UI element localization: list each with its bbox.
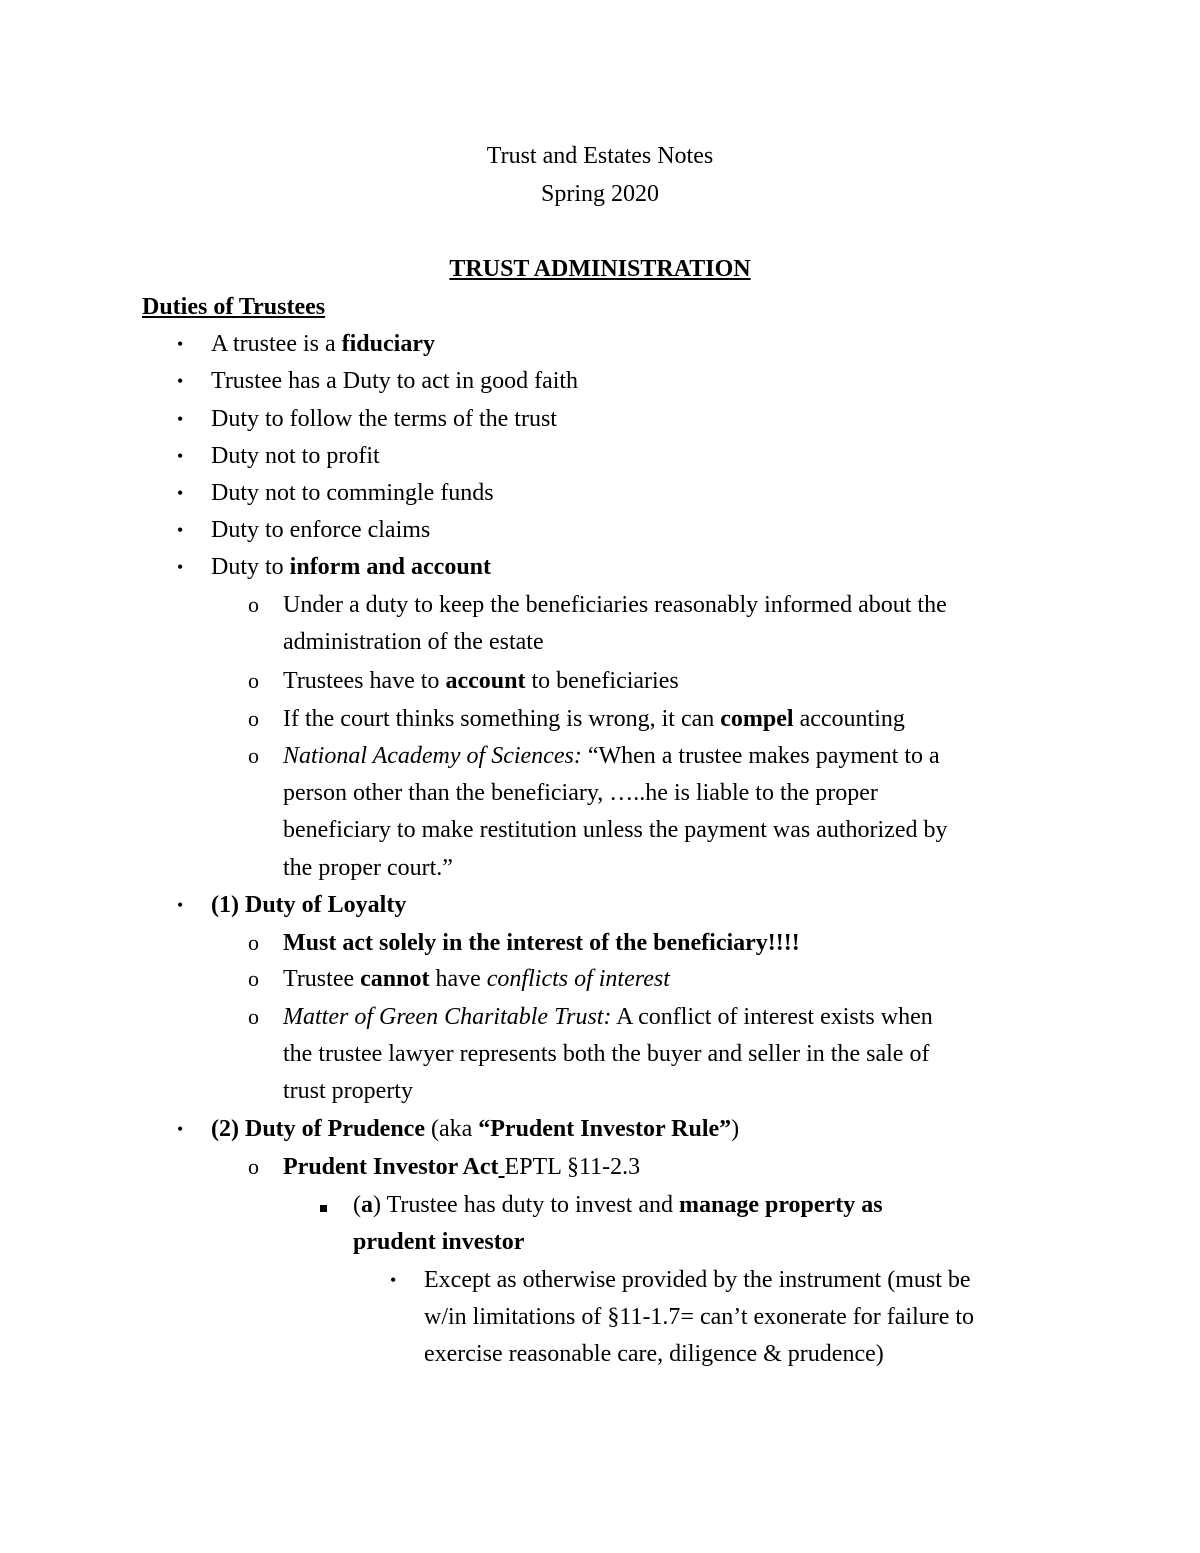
circle-bullet-icon: o (248, 592, 259, 617)
item-italic: conflicts of interest (486, 966, 670, 992)
level4-item-except-cont: exercise reasonable care, diligence & prudence) (424, 1341, 884, 1367)
bullet-icon: • (177, 1119, 184, 1139)
sub-item-nas-cont: beneficiary to make restitution unless the payment was authorized by (283, 817, 948, 843)
item-text: ) (731, 1116, 740, 1142)
level4-item-except-cont: w/in limitations of §11-1.7= can’t exonerate for failure to (424, 1304, 975, 1330)
section-heading: TRUST ADMINISTRATION (449, 256, 751, 282)
circle-bullet-icon: o (248, 966, 259, 991)
bullet-icon: • (177, 520, 184, 540)
item-text: ) (373, 1192, 381, 1218)
item-text: Duty to (211, 554, 290, 580)
list-item-inform (211, 552, 491, 582)
item-text: have (429, 966, 487, 992)
sub-sub-item-a (353, 1190, 883, 1220)
list-item-follow-terms: Duty to follow the terms of the trust (211, 406, 557, 432)
bullet-icon: • (177, 371, 184, 391)
item-bold: Prudent Investor Act (283, 1154, 499, 1180)
item-bold: account (445, 668, 526, 694)
item-text: Trustee has duty to invest and (381, 1192, 679, 1218)
sub-item-informed: Under a duty to keep the beneficiaries reasonably informed about the (283, 592, 947, 618)
case-name: National Academy of Sciences: (283, 743, 582, 769)
duties-heading: Duties of Trustees (142, 294, 326, 320)
circle-bullet-icon: o (248, 743, 259, 768)
list-item-prudence (211, 1114, 739, 1144)
circle-bullet-icon: o (248, 668, 259, 693)
item-text: Trustee (283, 966, 361, 992)
sub-item-nas (283, 741, 940, 771)
item-text: (aka (424, 1116, 479, 1142)
bullet-icon: • (177, 557, 184, 577)
item-bold: “Prudent Investor Rule” (478, 1116, 732, 1142)
sub-item-conflicts (283, 964, 670, 994)
item-bold: manage property as (679, 1192, 883, 1218)
circle-bullet-icon: o (248, 706, 259, 731)
bullet-icon: • (177, 409, 184, 429)
circle-bullet-icon: o (248, 930, 259, 955)
sub-item-prudent-act (283, 1152, 640, 1182)
sub-sub-item-a-cont: prudent investor (353, 1229, 525, 1255)
item-bold: ( (211, 1116, 219, 1142)
item-text: If the court thinks something is wrong, it can (283, 706, 721, 732)
sub-item-nas-cont: the proper court.” (283, 855, 453, 881)
list-item-not-commingle: Duty not to commingle funds (211, 480, 494, 506)
bullet-icon: • (177, 334, 184, 354)
statute-cite: EPTL §11-2.3 (504, 1154, 641, 1180)
item-bold: ) Duty of Prudence (231, 1116, 425, 1142)
sub-item-compel (283, 704, 905, 734)
item-bold: compel (720, 706, 794, 732)
sub-item-solely: Must act solely in the interest of the beneficiary!!!! (283, 930, 800, 956)
sub-item-informed-cont: administration of the estate (283, 629, 544, 655)
level4-item-except: Except as otherwise provided by the instrument (must be (424, 1267, 971, 1293)
circle-bullet-icon: o (248, 1004, 259, 1029)
item-text: A trustee is a (211, 331, 342, 357)
list-item-fiduciary (211, 329, 435, 359)
item-text: ( (353, 1192, 361, 1218)
case-name: Matter of Green Charitable Trust: (283, 1004, 612, 1030)
list-item-enforce-claims: Duty to enforce claims (211, 517, 431, 543)
item-text: Trustees have to (283, 668, 446, 694)
sub-item-green (283, 1002, 933, 1032)
bullet-icon: • (177, 895, 184, 915)
sub-item-account (283, 666, 679, 696)
bullet-icon: • (177, 483, 184, 503)
list-item-loyalty: (1) Duty of Loyalty (211, 892, 407, 918)
document-term: Spring 2020 (540, 181, 659, 207)
item-text: to beneficiaries (525, 668, 679, 694)
item-bold: a (361, 1192, 373, 1218)
circle-bullet-icon: o (248, 1154, 259, 1179)
item-text: A conflict of interest exists when (611, 1004, 933, 1030)
list-item-not-profit: Duty not to profit (211, 443, 380, 469)
sub-item-nas-cont: person other than the beneficiary, …..he is liable to the proper (283, 780, 878, 806)
item-text: “When a trustee makes payment to a (581, 743, 940, 769)
sub-item-green-cont: trust property (283, 1078, 413, 1104)
bullet-icon: • (177, 446, 184, 466)
bullet-icon: • (390, 1270, 397, 1290)
document-title: Trust and Estates Notes (486, 143, 714, 169)
item-bold: inform and account (289, 554, 492, 580)
list-item-good-faith: Trustee has a Duty to act in good faith (211, 368, 579, 394)
item-bold: 2 (219, 1116, 231, 1142)
sub-item-green-cont: the trustee lawyer represents both the buyer and seller in the sale of (283, 1041, 930, 1067)
item-bold: cannot (360, 966, 430, 992)
item-bold: fiduciary (341, 331, 435, 357)
item-text: accounting (793, 706, 905, 732)
square-bullet-icon (320, 1190, 327, 1220)
